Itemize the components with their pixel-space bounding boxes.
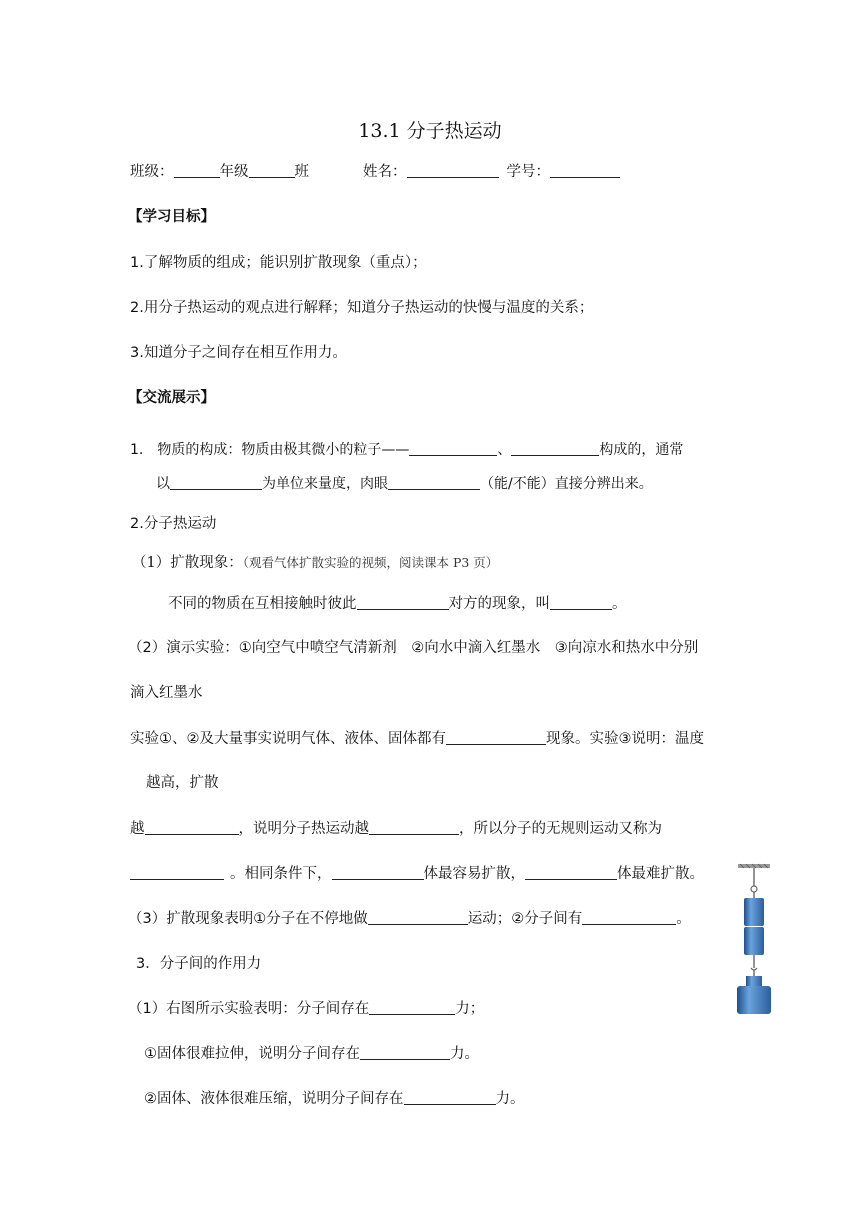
force-blank[interactable] [369,999,455,1015]
state-line: 。相同条件下， 体最容易扩散， 体最难扩散。 [130,864,704,884]
q2-heading: 2.分子热运动 [130,516,217,532]
name-blank[interactable] [407,162,499,178]
diffusion-subheading: （1）扩散现象：（观看气体扩散实验的视频，阅读课本 P3 页） [132,555,499,571]
exchange-heading: 【交流展示】 [128,390,215,406]
q3-heading: 3．分子间的作用力 [136,956,262,972]
force-line: （1）右图所示实验表明：分子间存在 力； [128,1001,485,1017]
objective-item: 3.知道分子之间存在相互作用力。 [130,345,347,361]
experiment-line2: 越高，扩散 [146,775,219,791]
page-title: 13.1 分子热运动 [358,120,502,142]
hardest-state-blank[interactable] [525,864,617,880]
attraction-blank[interactable] [360,1044,450,1060]
speed-line: 越 ，说明分子热运动越 ，所以分子的无规则运动又称为 [130,821,662,837]
grade-blank[interactable] [174,162,220,178]
objectives-heading: 【学习目标】 [128,209,215,225]
repulsion-line: ②固体、液体很难压缩，说明分子间存在 力。 [144,1091,525,1107]
motion-blank[interactable] [368,909,468,925]
q1-line2: 以 为单位来量度，肉眼 （能/不能）直接分辨出来。 [156,476,653,492]
repulsion-blank[interactable] [404,1089,496,1105]
easiest-state-blank[interactable] [332,864,424,880]
diffusion-definition: 不同的物质在互相接触时彼此 对方的现象，叫 。 [168,596,627,612]
thermal-motion-blank[interactable] [130,864,224,880]
objective-item: 2.用分子热运动的观点进行解释；知道分子热运动的快慢与温度的关系； [130,300,594,316]
speed-blank-2[interactable] [369,819,459,835]
particle-blank-2[interactable] [511,440,599,456]
eye-blank[interactable] [388,474,480,490]
q1-line1: 1. 物质的构成：物质由极其微小的粒子—— 、 构成的，通常 [130,442,684,458]
student-info-row: 班级： 年级 班 姓名： 学号： [130,162,620,182]
demo-line1: （2）演示实验：①向空气中喷空气清新剂 ②向水中滴入红墨水 ③向凉水和热水中分别 [128,640,699,656]
conclusion-line: （3）扩散现象表明①分子在不停地做 运动；②分子间有 。 [128,911,691,927]
upper-lead-cylinder-icon [744,898,764,926]
particle-blank-1[interactable] [409,440,497,456]
lead-cylinders-figure [732,862,776,1022]
demo-line2: 滴入红墨水 [130,685,203,701]
weight-icon [737,976,771,1014]
objective-item: 1.了解物质的组成；能识别扩散现象（重点）； [130,255,427,271]
lower-lead-cylinder-icon [744,927,764,955]
class-blank[interactable] [249,162,295,178]
gap-blank[interactable] [582,909,676,925]
experiment-line: 实验①、②及大量事实说明气体、液体、固体都有 现象。实验③说明：温度 [130,731,704,747]
unit-blank[interactable] [170,474,262,490]
attraction-line: ①固体很难拉伸，说明分子间存在 力。 [144,1046,479,1062]
phenomenon-blank[interactable] [550,594,612,610]
enter-blank[interactable] [357,594,449,610]
id-blank[interactable] [550,162,620,178]
ceiling-support-icon [738,864,770,868]
speed-blank-1[interactable] [145,819,239,835]
diffusion-blank[interactable] [446,729,546,745]
